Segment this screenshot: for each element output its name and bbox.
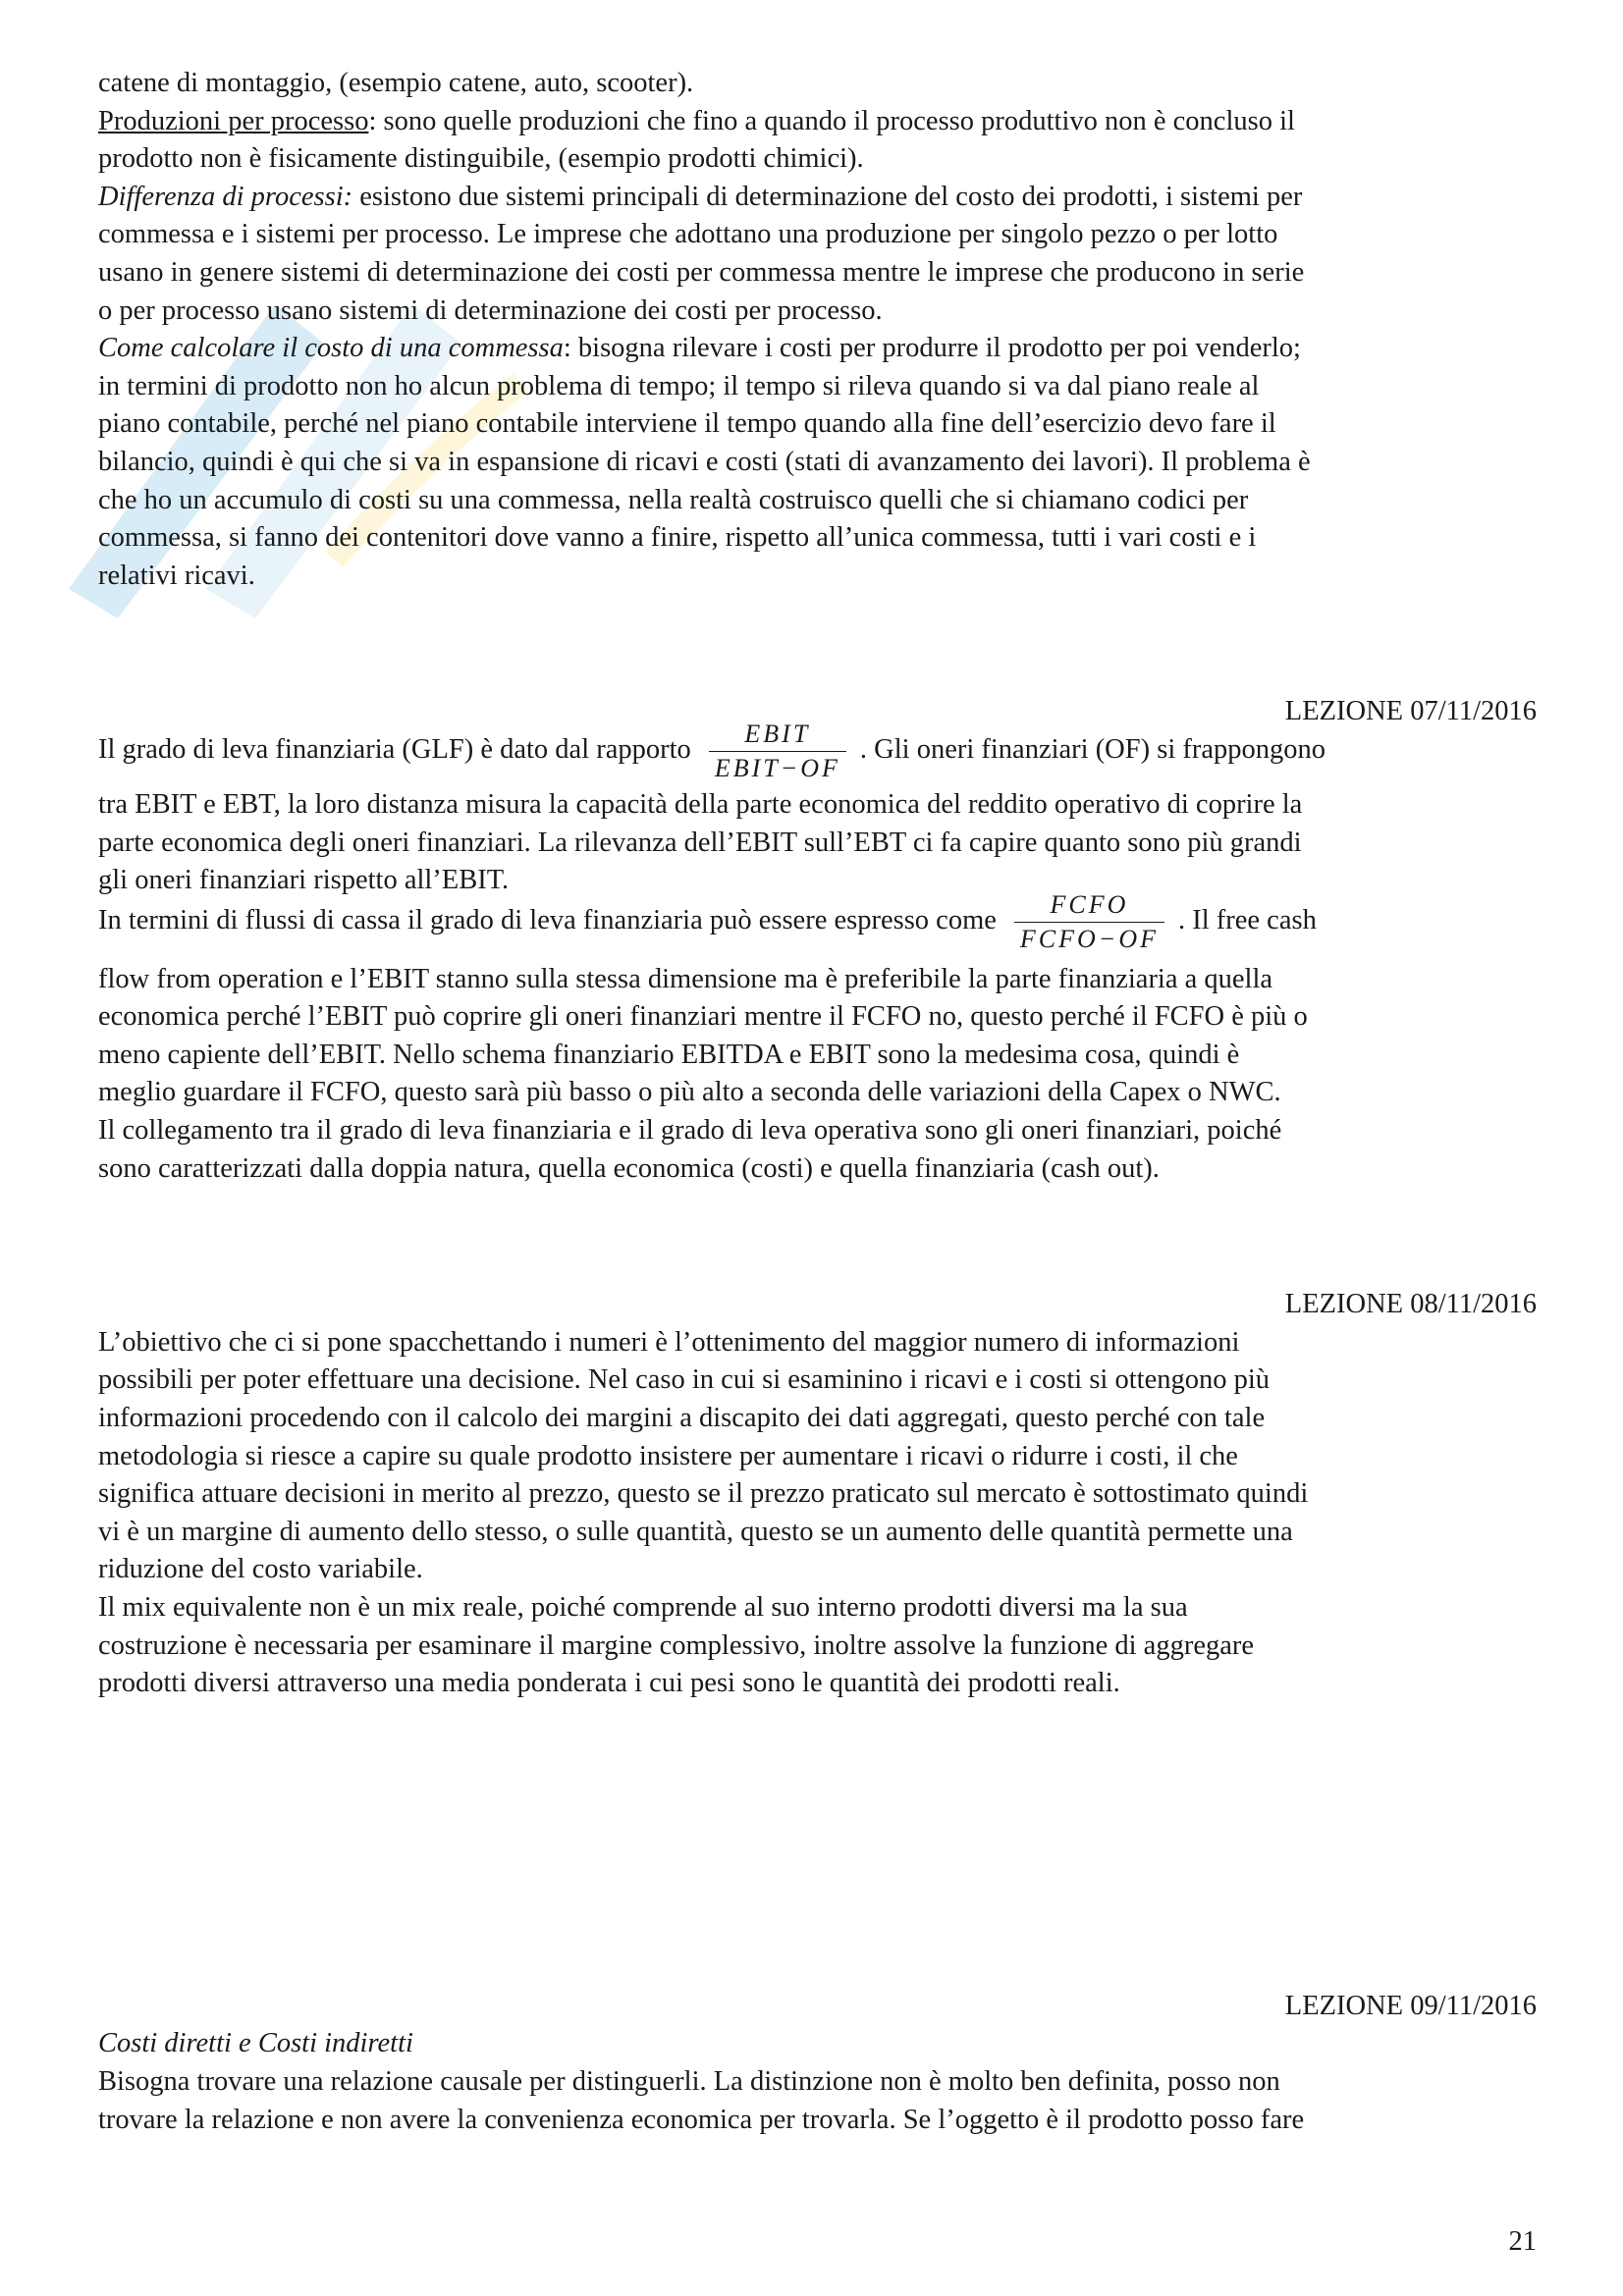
text-line: riduzione del costo variabile. bbox=[98, 1554, 423, 1585]
text-segment: . Il free cash bbox=[1177, 904, 1317, 935]
text-line: relativi ricavi. bbox=[98, 560, 255, 591]
lesson-heading: LEZIONE 07/11/2016 bbox=[1284, 696, 1537, 727]
text-line: metodologia si riesce a capire su quale prodotto insistere per aumentare i ricavi o ridurre i costi, il che bbox=[98, 1440, 1238, 1471]
text-line: trovare la relazione e non avere la convenienza economica per trovarla. Se l’oggetto è il prodotto posso fare bbox=[98, 2104, 1305, 2135]
lesson-heading: LEZIONE 09/11/2016 bbox=[1284, 1990, 1537, 2021]
section-subtitle: Costi diretti e Costi indiretti bbox=[98, 2028, 413, 2059]
text-segment: : bisogna rilevare i costi per produrre il prodotto per poi venderlo; bbox=[563, 333, 1301, 364]
text-line: Il collegamento tra il grado di leva finanziaria e il grado di leva operativa sono gli oneri finanziari, poiché bbox=[98, 1115, 1282, 1147]
text-line: prodotto non è fisicamente distinguibile, (esempio prodotti chimici). bbox=[98, 143, 864, 175]
text-line: possibili per poter effettuare una decisione. Nel caso in cui si esaminino i ricavi e i costi si ottengono più bbox=[98, 1364, 1271, 1396]
fraction-numerator: EBIT bbox=[709, 720, 846, 752]
paragraph-costo-commessa bbox=[98, 330, 1537, 368]
glf-fraction bbox=[709, 720, 846, 783]
text-line: bilancio, quindi è qui che si va in espansione di ricavi e costi (stati di avanzamento dei lavori). Il problema è bbox=[98, 446, 1311, 477]
text-line: meno capiente dell’EBIT. Nello schema finanziario EBITDA e EBIT sono la medesima cosa, quindi è bbox=[98, 1039, 1240, 1070]
paragraph-differenza-processi bbox=[98, 179, 1537, 217]
lesson-heading: LEZIONE 08/11/2016 bbox=[1284, 1289, 1537, 1320]
text-segment: In termini di flussi di cassa il grado di leva finanziaria può essere espresso come bbox=[98, 904, 997, 935]
text-segment: : sono quelle produzioni che fino a quando il processo produttivo non è concluso il bbox=[368, 105, 1295, 136]
text-line: usano in genere sistemi di determinazione dei costi per commessa mentre le imprese che producono in serie bbox=[98, 256, 1305, 288]
text-line: costruzione è necessaria per esaminare il margine complessivo, inoltre assolve la funzione di aggregare bbox=[98, 1629, 1255, 1661]
fcfo-formula-line bbox=[98, 890, 1537, 951]
fraction-denominator: EBIT−OF bbox=[714, 753, 840, 782]
fraction-denominator: FCFO−OF bbox=[1019, 924, 1159, 953]
fcfo-fraction bbox=[1014, 890, 1164, 954]
text-line: L’obiettivo che ci si pone spacchettando i numeri è l’ottenimento del maggior numero di informazioni bbox=[98, 1326, 1240, 1358]
fraction-numerator: FCFO bbox=[1014, 890, 1164, 923]
paragraph-produzioni-processo bbox=[98, 103, 1537, 141]
text-line: significa attuare decisioni in merito al prezzo, questo se il prezzo praticato sul mercato è sottostimato quindi bbox=[98, 1478, 1309, 1510]
text-line: catene di montaggio, (esempio catene, auto, scooter). bbox=[98, 68, 694, 98]
text-line: commessa, si fanno dei contenitori dove vanno a finire, rispetto all’unica commessa, tutti i vari costi e i bbox=[98, 522, 1257, 554]
text-line: commessa e i sistemi per processo. Le imprese che adottano una produzione per singolo pezzo o per lotto bbox=[98, 219, 1278, 250]
text-segment: esistono due sistemi principali di determinazione del costo dei prodotti, i sistemi per bbox=[352, 181, 1303, 212]
term-produzioni-processo: Produzioni per processo bbox=[98, 105, 369, 136]
text-line: Bisogna trovare una relazione causale per distinguerli. La distinzione non è molto ben definita, posso non bbox=[98, 2065, 1280, 2097]
text-line: o per processo usano sistemi di determinazione dei costi per processo. bbox=[98, 294, 883, 326]
page-content bbox=[98, 65, 1537, 2139]
text-line: flow from operation e l’EBIT stanno sulla stessa dimensione ma è preferibile la parte finanziaria a quella bbox=[98, 963, 1273, 994]
term-differenza-processi: Differenza di processi: bbox=[98, 181, 353, 212]
text-line: che ho un accumulo di costi su una commessa, nella realtà costruisco quelli che si chiamano codici per bbox=[98, 484, 1249, 515]
text-line: economica perché l’EBIT può coprire gli oneri finanziari mentre il FCFO no, questo perché il FCFO è più o bbox=[98, 1001, 1308, 1033]
text-line: Il mix equivalente non è un mix reale, poiché comprende al suo interno prodotti diversi ma la sua bbox=[98, 1592, 1188, 1623]
text-line: gli oneri finanziari rispetto all’EBIT. bbox=[98, 865, 510, 896]
text-line: tra EBIT e EBT, la loro distanza misura la capacità della parte economica del reddito operativo di coprire la bbox=[98, 788, 1303, 820]
text-line: prodotti diversi attraverso una media ponderata i cui pesi sono le quantità dei prodotti reali. bbox=[98, 1668, 1120, 1699]
text-line: vi è un margine di aumento dello stesso, o sulle quantità, questo se un aumento delle quantità permette una bbox=[98, 1516, 1293, 1547]
text-line: informazioni procedendo con il calcolo dei margini a discapito dei dati aggregati, questo perché con tale bbox=[98, 1403, 1266, 1434]
text-line: sono caratterizzati dalla doppia natura, quella economica (costi) e quella finanziaria (cash out). bbox=[98, 1152, 1160, 1184]
page-number: 21 bbox=[1508, 2226, 1537, 2257]
text-line: in termini di prodotto non ho alcun problema di tempo; il tempo si rileva quando si va dal piano reale al bbox=[98, 370, 1260, 401]
text-line: piano contabile, perché nel piano contabile interviene il tempo quando alla fine dell’esercizio devo fare il bbox=[98, 408, 1276, 440]
text-segment: . Gli oneri finanziari (OF) si frappongono bbox=[859, 733, 1325, 765]
text-segment: Il grado di leva finanziaria (GLF) è dato dal rapporto bbox=[98, 733, 691, 765]
glf-formula-line bbox=[98, 720, 1537, 780]
text-line: meglio guardare il FCFO, questo sarà più basso o più alto a seconda delle variazioni della Capex o NWC. bbox=[98, 1077, 1281, 1108]
text-line: parte economica degli oneri finanziari. La rilevanza dell’EBIT sull’EBT ci fa capire quanto sono più grandi bbox=[98, 827, 1302, 858]
term-costo-commessa: Come calcolare il costo di una commessa bbox=[98, 333, 564, 364]
